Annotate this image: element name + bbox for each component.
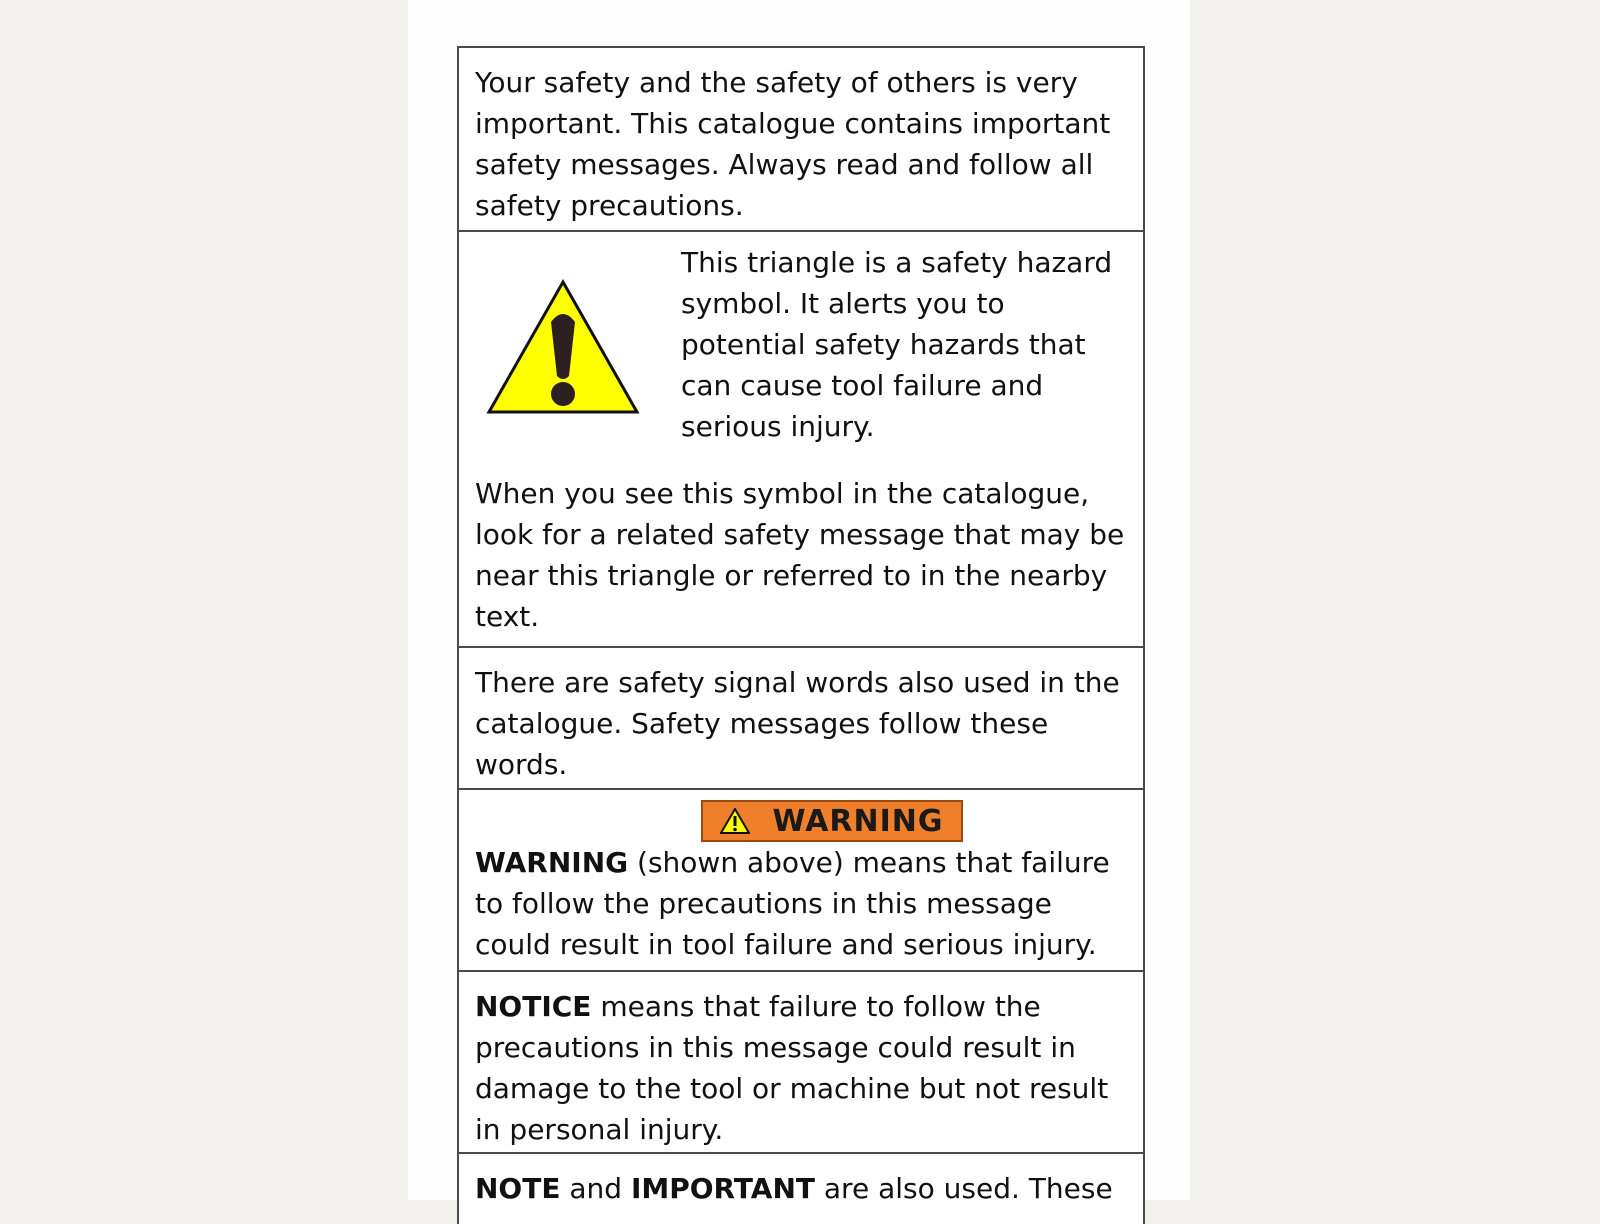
important-term: IMPORTANT [630,1172,815,1205]
symbol-description: This triangle is a safety hazard symbol. It alerts you to potential safety hazards that can cause tool failure and serious injury. [681,246,1113,443]
warning-banner [701,800,963,842]
signal-words-section [459,648,1143,790]
note-joiner: and [560,1172,631,1205]
intro-text: Your safety and the safety of others is very important. This catalogue contains important safety messages. Always read and follow all safety precautions. [475,66,1111,222]
warning-text: (shown above) means that failure to follow the precautions in this message could result in tool failure and serious injury. [475,846,1110,961]
warning-banner-label: WARNING [772,803,944,839]
note-text: are also used. These [815,1172,1113,1205]
notice-term: NOTICE [475,990,592,1023]
warning-definition [475,842,1127,965]
warning-triangle-icon [485,278,641,418]
warning-triangle-small-icon [720,808,750,834]
notice-definition [475,986,1127,1150]
note-term: NOTE [475,1172,561,1205]
note-section [459,1154,1143,1224]
notice-text: means that failure to follow the precautions in this message could result in damage to the tool or machine but not result in personal injury. [475,990,1109,1146]
warning-term: WARNING [475,846,629,879]
safety-info-box [457,46,1145,1224]
hazard-symbol-section [459,232,1143,648]
intro-section [459,48,1143,232]
symbol-instruction: When you see this symbol in the catalogue, look for a related safety message that may be near this triangle or referred to in the nearby text. [475,477,1125,633]
notice-section [459,972,1143,1154]
warning-section [459,790,1143,972]
signal-words-text: There are safety signal words also used in the catalogue. Safety messages follow these words. [475,666,1120,781]
note-definition [475,1168,1127,1209]
